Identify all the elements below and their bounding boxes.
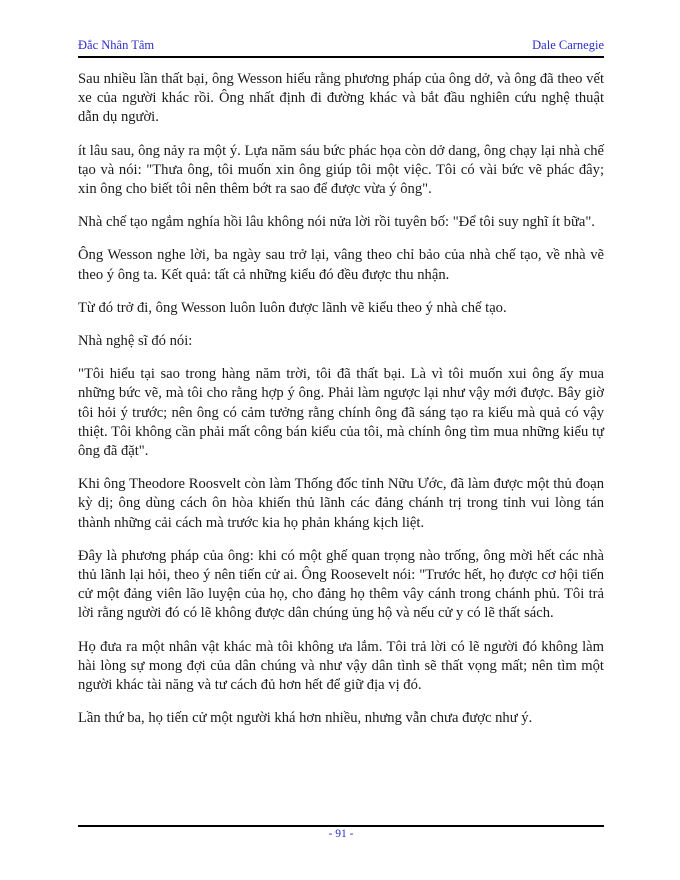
paragraph: "Tôi hiểu tại sao trong hàng năm trời, tôi đã thất bại. Là vì tôi muốn xui ông ấy mua những bức vẽ, mà tôi cho rằng hợp ý ông. Phải làm ngược lại như vậy mới được. Bây giờ tôi hỏi ý trước; nên ông có cảm tưởng rằng chính ông đã sáng tạo ra kiểu mà quả có vậy thiệt. Tôi không cần phải mất công bán kiểu của tôi, mà chính ông tìm mua những kiểu tự ông đã đặt". (78, 366, 604, 460)
header-book-title: Đắc Nhân Tâm (78, 38, 155, 52)
paragraph: Nhà chế tạo ngắm nghía hồi lâu không nói nửa lời rồi tuyên bố: "Để tôi suy nghĩ ít bữa". (78, 214, 595, 231)
paragraph: Họ đưa ra một nhân vật khác mà tôi không ưa lắm. Tôi trả lời có lẽ người đó không làm hài lòng sự mong đợi của dân chúng và như vậy dân tình sẽ thất vọng mất; nên tìm một người khác tài năng và tư cách đủ hơn hết để giữ địa vị đó. (78, 638, 604, 694)
paragraph: Đây là phương pháp của ông: khi có một ghế quan trọng nào trống, ông mời hết các nhà thủ lãnh lại hỏi, theo ý nên tiến cử ai. Ông Roosevelt nói: "Trước hết, họ được cơ hội tiến cử một đảng viên lão luyện của họ, cho đảng họ thêm vây cánh trong chánh phủ. Tôi trả lời rằng người đó có lẽ không được dân chúng ủng hộ và nếu cử y có lẽ thất sách. (78, 547, 604, 622)
page-header (78, 38, 604, 58)
paragraph: Sau nhiều lần thất bại, ông Wesson hiểu rằng phương pháp của ông dở, và ông đã theo vết xe của người khác rồi. Ông nhất định đi đường khác và bắt đầu nghiên cứu nghệ thuật dẫn dụ người. (78, 71, 604, 126)
header-author: Dale Carnegie (532, 38, 604, 52)
page-body (78, 70, 604, 742)
paragraph: Nhà nghệ sĩ đó nói: (78, 333, 193, 350)
page-footer (78, 825, 604, 840)
page-number: - 91 - (328, 828, 354, 840)
paragraph: Lần thứ ba, họ tiến cử một người khá hơn nhiều, nhưng vẫn chưa được như ý. (78, 710, 533, 727)
paragraph: ít lâu sau, ông nảy ra một ý. Lựa năm sáu bức phác họa còn dở dang, ông chạy lại nhà chế tạo và nói: "Thưa ông, tôi muốn xin ông giúp tôi một việc. Tôi có vài bức vẽ phác đây; xin ông cho biết tôi nên thêm bớt ra sao để được vừa ý ông". (78, 142, 604, 198)
paragraph: Từ đó trở đi, ông Wesson luôn luôn được lãnh vẽ kiểu theo ý nhà chế tạo. (78, 299, 507, 316)
paragraph: Ông Wesson nghe lời, ba ngày sau trở lại, vâng theo chỉ bảo của nhà chế tạo, về nhà vẽ theo ý ông ta. Kết quả: tất cả những kiểu đó đều được thu nhận. (78, 247, 604, 283)
paragraph: Khi ông Theodore Roosvelt còn làm Thống đốc tỉnh Nữu Ước, đã làm được một thủ đoạn kỳ dị; ông dùng cách ôn hòa khiến thủ lãnh các đảng chánh trị trong tỉnh vui lòng tán thành những cải cách mà trước kia họ phản kháng kịch liệt. (78, 476, 604, 531)
